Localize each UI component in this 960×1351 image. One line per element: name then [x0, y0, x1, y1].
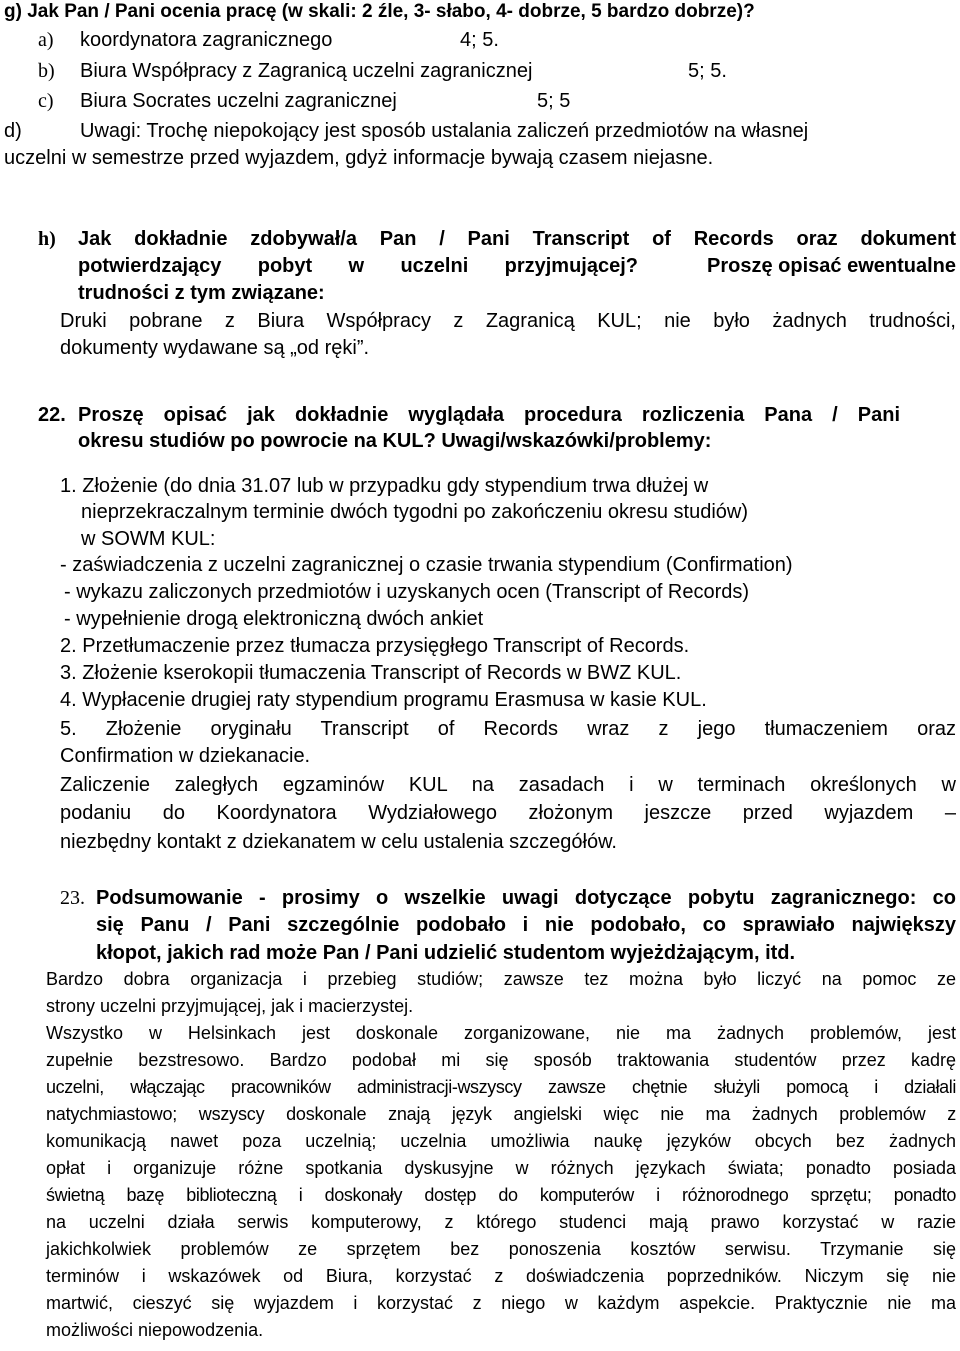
answer-23-line: strony uczelni przyjmującej, jak i macierzystej. [46, 996, 414, 1016]
answer-23-line: uczelni, włączając pracowników administracji-wszyscy zawsze chętnie służyli pomocą i działali [46, 1077, 956, 1097]
answer-23-line: zupełnie bezstresowo. Bardzo podobał mi się sposób traktowania studentów przez kadrę [46, 1050, 956, 1070]
item-b-marker: b) [38, 60, 55, 82]
question-22-number: 22. [38, 404, 66, 426]
answer-23-line: możliwości niepowodzenia. [46, 1320, 264, 1340]
answer-22-line: niezbędny kontakt z dziekanatem w celu ustalenia szczegółów. [60, 831, 617, 853]
item-c-text: Biura Socrates uczelni zagranicznej [80, 90, 397, 112]
answer-23-line: Bardzo dobra organizacja i przebieg studiów; zawsze tez można było liczyć na pomoc ze [46, 969, 956, 989]
question-23-text [96, 886, 956, 910]
answer-23-line: natychmiastowo; wszyscy doskonale znają język angielski więc nie ma żadnych problemów z [46, 1104, 956, 1124]
question-23-line2: się Panu / Pani szczególnie podobało i nie podobało, co sprawiało największy [96, 914, 956, 936]
answer-22-block [60, 773, 956, 797]
item-a-value: 4; 5. [460, 29, 499, 51]
answer-22-line: Confirmation w dziekanacie. [60, 745, 311, 767]
answer-23-line: martwić, cieszyć się wyjazdem i korzystać z niego w każdym aspekcie. Praktycznie nie ma [46, 1293, 956, 1313]
item-d-marker: d) [4, 120, 22, 142]
answer-22-line: - wypełnienie drogą elektroniczną dwóch ankiet [64, 608, 484, 630]
item-c-value: 5; 5 [537, 90, 571, 112]
question-23-line1: Podsumowanie - prosimy o wszelkie uwagi dotyczące pobytu zagranicznego: co [96, 887, 956, 909]
answer-22-line: - zaświadczenia z uczelni zagranicznej o czasie trwania stypendium (Confirmation) [60, 554, 793, 576]
answer-22-line: 1. Złożenie (do dnia 31.07 lub w przypadku gdy stypendium trwa dłużej w [60, 475, 709, 497]
answer-22-line: Zaliczenie zaległych egzaminów KUL na zasadach i w terminach określonych w [60, 774, 956, 796]
answer-23-block [46, 967, 956, 1345]
answer-22-block [60, 801, 956, 825]
answer-h [60, 309, 956, 333]
answer-23-line: jakichkolwiek problemów ze sprzętem bez ponoszenia kosztów serwisu. Trzymanie się [46, 1239, 956, 1259]
question-h-line1: Jak dokładnie zdobywał/a Pan / Pani Transcript of Records oraz dokument [78, 228, 956, 250]
answer-22-line: 3. Złożenie kserokopii tłumaczenia Transcript of Records w BWZ KUL. [60, 662, 682, 684]
answer-h-line2: dokumenty wydawane są „od ręki”. [60, 337, 370, 359]
item-a-marker: a) [38, 29, 54, 51]
question-22-text [78, 403, 900, 427]
question-h-line2 [78, 254, 956, 278]
question-23-number: 23. [60, 887, 85, 909]
question-h-line2b: Proszę opisać ewentualne [707, 255, 956, 277]
answer-23-line: Wszystko w Helsinkach jest doskonale zorganizowane, nie ma żadnych problemów, jest [46, 1023, 956, 1043]
answer-23-line: na uczelni działa serwis komputerowy, z którego studenci mają prawo korzystać w razie [46, 1212, 956, 1232]
question-23-text [96, 913, 956, 937]
item-a-text: koordynatora zagranicznego [80, 29, 333, 51]
item-d-line2: uczelni w semestrze przed wyjazdem, gdyż informacje bywają czasem niejasne. [4, 147, 714, 169]
answer-23-line: opłat i organizuje różne spotkania dyskusyjne w różnych językach świata; ponadto posiada [46, 1158, 956, 1178]
item-d-line1: Uwagi: Trochę niepokojący jest sposób ustalania zaliczeń przedmiotów na własnej [80, 120, 809, 142]
answer-22-line: podaniu do Koordynatora Wydziałowego złożonym jeszcze przed wyjazdem – [60, 802, 956, 824]
question-23-line3: kłopot, jakich rad może Pan / Pani udzielić studentom wyjeżdżającym, itd. [96, 942, 796, 964]
answer-23-line: świetną bazę biblioteczną i doskonały dostęp do komputerów i różnorodnego sprzętu; ponadto [46, 1185, 956, 1205]
question-22-line2: okresu studiów po powrocie na KUL? Uwagi/wskazówki/problemy: [78, 430, 712, 452]
answer-22-line: 5. Złożenie oryginału Transcript of Records wraz z jego tłumaczeniem oraz [60, 718, 956, 740]
answer-22-block [60, 717, 956, 741]
item-b-value: 5; 5. [688, 60, 727, 82]
question-h-marker: h) [38, 228, 56, 250]
question-22-line1: Proszę opisać jak dokładnie wyglądała procedura rozliczenia Pana / Pani [78, 404, 900, 426]
answer-22-line: nieprzekraczalnym terminie dwóch tygodni po zakończeniu okresu studiów) [81, 501, 748, 523]
answer-22-line: 4. Wypłacenie drugiej raty stypendium programu Erasmusa w kasie KUL. [60, 689, 707, 711]
answer-23-line: terminów i wskazówek od Biura, korzystać z doświadczenia poprzedników. Niczym się nie [46, 1266, 956, 1286]
question-h-text [78, 227, 956, 251]
answer-22-line: 2. Przetłumaczenie przez tłumacza przysięgłego Transcript of Records. [60, 635, 690, 657]
answer-22-line: w SOWM KUL: [81, 528, 216, 550]
item-b-text: Biura Współpracy z Zagranicą uczelni zagranicznej [80, 60, 533, 82]
answer-23-line: komunikacją nawet poza uczelnią; uczelnia umożliwia naukę języków obcych bez żadnych [46, 1131, 956, 1151]
question-h-line2a: potwierdzający pobyt w uczelni przyjmującej? [78, 255, 638, 277]
answer-22-line: - wykazu zaliczonych przedmiotów i uzyskanych ocen (Transcript of Records) [64, 581, 750, 603]
question-h-line3: trudności z tym związane: [78, 282, 325, 304]
answer-h-line1: Druki pobrane z Biura Współpracy z Zagranicą KUL; nie było żadnych trudności, [60, 310, 956, 332]
question-g-title: g) Jak Pan / Pani ocenia pracę (w skali: 2 źle, 3- słabo, 4- dobrze, 5 bardzo dobrze)? [4, 1, 755, 22]
item-c-marker: c) [38, 90, 54, 112]
